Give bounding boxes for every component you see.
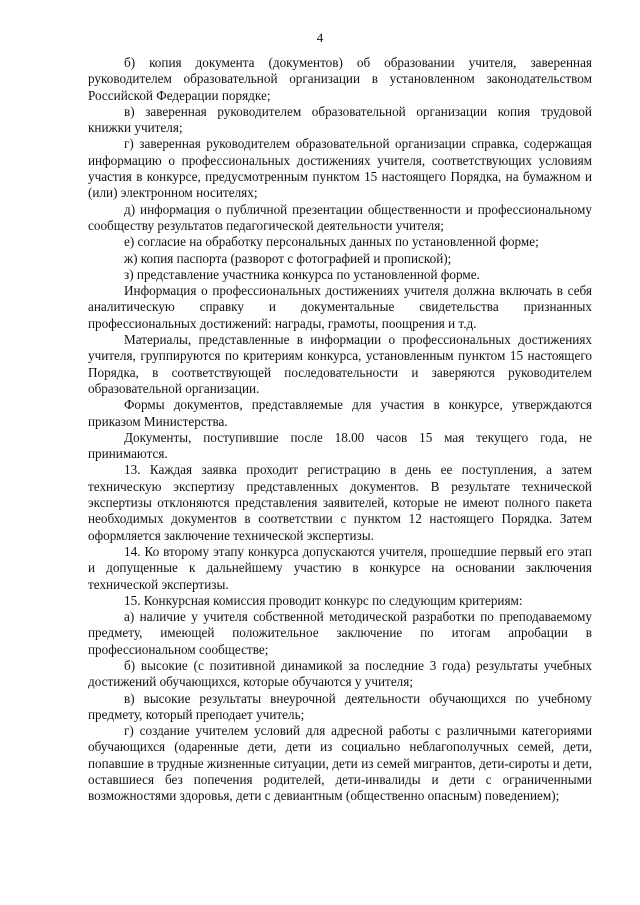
paragraph-item-b: б) копия документа (документов) об образовании учителя, заверенная руководителем образовательной организации в установленном законодательством Российской Федерации порядке; — [88, 55, 592, 103]
paragraph-item-v: в) заверенная руководителем образовательной организации копия трудовой книжки учителя; — [88, 103, 592, 136]
paragraph-clause-14: 14. Ко второму этапу конкурса допускаются учителя, прошедшие первый его этап и допущенные к дальнейшему участию в конкурсе на основании заключения технической экспертизы. — [88, 543, 592, 592]
paragraph-item-e: е) согласие на обработку персональных данных по установленной форме; — [124, 234, 539, 250]
paragraph-clause-13: 13. Каждая заявка проходит регистрацию в день ее поступления, а затем техническую экспертизу представленных документов. В результате технической экспертизы отклоняются представления заявителей, которые не имеют полного пакета необходимых документов в соответствии с пунктом 12 настоящего Порядка. Затем оформляется заключение технической экспертизы. — [88, 462, 592, 543]
paragraph-criterion-g: г) создание учителем условий для адресной работы с различными категориями обучающихся (одаренные дети, дети из социально неблагополучных семей, дети, попавшие в трудные жизненные ситуации, дети из семей мигрантов, дети-сироты и дети, оставшиеся без попечения родителей, дети-инвалиды и дети с ограниченными возможностями здоровья, дети с девиантным (общественно опасным) поведением); — [88, 723, 592, 804]
paragraph-item-g: г) заверенная руководителем образовательной организации справка, содержащая информацию о профессиональных достижениях учителя, соответствующих условиям участия в конкурсе, предусмотренным пунктом 15 настоящего Порядка, на бумажном и (или) электронном носителях; — [88, 136, 592, 201]
paragraph-item-zh: ж) копия паспорта (разворот с фотографией и пропиской); — [124, 250, 452, 266]
page-number: 4 — [316, 30, 324, 45]
paragraph-deadline: Документы, поступившие после 18.00 часов 15 мая текущего года, не принимаются. — [88, 429, 592, 462]
paragraph-achievements-info: Информация о профессиональных достижениях учителя должна включать в себя аналитическую справку и документальные свидетельства признанных профессиональных достижений: награды, грамоты, поощрения и т.д. — [88, 283, 592, 331]
paragraph-criterion-a: а) наличие у учителя собственной методической разработки по преподаваемому предмету, имеющей положительное заключение по итогам апробации в профессиональном сообществе; — [88, 609, 592, 657]
paragraph-item-z: з) представление участника конкурса по установленной форме. — [124, 266, 480, 282]
paragraph-materials: Материалы, представленные в информации о профессиональных достижениях учителя, группируются по критериям конкурса, установленным пунктом 15 настоящего Порядка, в соответствующей последовательности и заверяются руководителем образовательной организации. — [88, 332, 592, 396]
paragraph-document-forms: Формы документов, представляемые для участия в конкурсе, утверждаются приказом Министерства. — [88, 397, 592, 429]
paragraph-criterion-v: в) высокие результаты внеурочной деятельности обучающихся по учебному предмету, который преподает учитель; — [88, 690, 592, 722]
document-body — [88, 55, 592, 805]
paragraph-criterion-b: б) высокие (с позитивной динамикой за последние 3 года) результаты учебных достижений обучающихся, которые обучаются у учителя; — [88, 657, 592, 690]
paragraph-clause-15: 15. Конкурсная комиссия проводит конкурс по следующим критериям: — [124, 592, 523, 608]
paragraph-item-d: д) информация о публичной презентации общественности и профессиональному сообществу результатов педагогической деятельности учителя; — [88, 201, 592, 233]
